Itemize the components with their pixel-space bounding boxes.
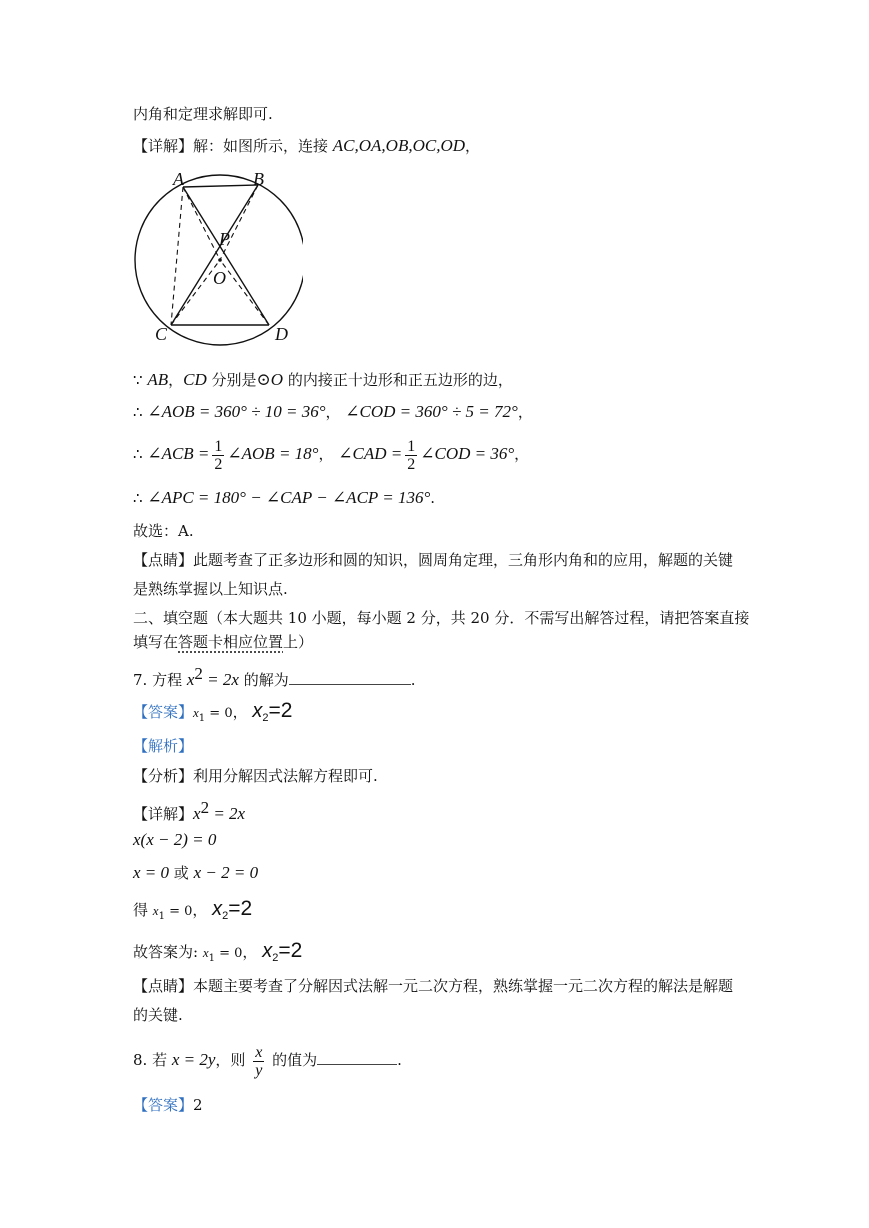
segment-oa <box>183 187 220 260</box>
fraction-half: $\frac{1}{2}$ <box>407 437 416 473</box>
label-c: C <box>155 324 168 344</box>
answer-8: 【答案】2 <box>133 1096 203 1114</box>
label-b: B <box>253 169 264 189</box>
segment-ac <box>171 187 183 325</box>
circle-figure <box>133 165 303 350</box>
answer-7: 【答案】$x_1 = 0$， $x_2=2$ <box>133 699 293 724</box>
segment-ab <box>183 185 258 187</box>
detail-step-2: x(x − 2) = 0 <box>133 830 217 849</box>
because-line: ∵ AB，CD 分别是⊙O 的内接正十边形和正五边形的边， <box>133 370 513 389</box>
text-line: 内角和定理求解即可. <box>133 105 273 123</box>
question-8: 8. 若 x = 2y，则 $\frac{x}{y}$ 的值为 . <box>133 1043 402 1079</box>
label-d: D <box>275 324 288 344</box>
detail-step-3: x = 0 或 x − 2 = 0 <box>133 863 259 882</box>
final-answer-7: 故答案为: $x_1 = 0$， $x_2=2$ <box>133 939 303 964</box>
segment-ad <box>183 187 269 325</box>
fraction-half: $\frac{1}{2}$ <box>214 437 223 473</box>
therefore-line-2: ∴ ∠ACB = $\frac{1}{2}$ ∠AOB = 18°， ∠CAD = $\frac{1}{2}$ ∠COD = 36°， <box>133 437 530 473</box>
detail-intro: 【详解】解：如图所示，连接 AC,OA,OB,OC,OD， <box>133 136 481 155</box>
choice-line: 故选：A. <box>133 522 194 540</box>
center-dot <box>218 258 222 262</box>
question-7: 7. 方程 $x^2 = 2x$ 的解为 . <box>133 664 416 689</box>
therefore-line-3: ∴ ∠APC = 180° − ∠CAP − ∠ACP = 136°. <box>133 488 436 507</box>
segment-od <box>220 260 269 325</box>
answer-blank <box>317 1052 397 1065</box>
therefore-line-1: ∴ ∠AOB = 360° ÷ 10 = 36°， ∠COD = 360° ÷ 5 = 72°， <box>133 402 533 421</box>
detail-step-1: 【详解】$x^2 = 2x$ <box>133 798 246 823</box>
label-o: O <box>213 268 226 288</box>
detail-step-4: 得 $x_1 = 0$， $x_2=2$ <box>133 897 253 922</box>
comment-2-line-1: 【点睛】本题主要考查了分解因式法解一元二次方程，熟练掌握一元二次方程的解法是解题 <box>133 977 734 995</box>
segment-bc <box>171 185 258 325</box>
analysis-line: 【分析】利用分解因式法解方程即可. <box>133 767 378 785</box>
comment-line-1: 【点睛】此题考查了正多边形和圆的知识，圆周角定理，三角形内角和的应用，解题的关键 <box>133 551 734 569</box>
label-p: P <box>219 229 230 249</box>
comment-line-2: 是熟练掌握以上知识点. <box>133 580 288 598</box>
section-heading: 二、填空题（本大题共 10 小题，每小题 2 分，共 20 分．不需写出解答过程，请把答案直接 <box>133 609 750 627</box>
label-a: A <box>173 169 184 189</box>
section-heading-2: 填写在答题卡相应位置上） <box>133 633 314 651</box>
answer-blank <box>289 672 411 685</box>
analysis-label: 【解析】 <box>133 737 194 755</box>
fraction-x-over-y: $\frac{x}{y}$ <box>255 1043 263 1079</box>
comment-2-line-2: 的关键. <box>133 1006 183 1024</box>
